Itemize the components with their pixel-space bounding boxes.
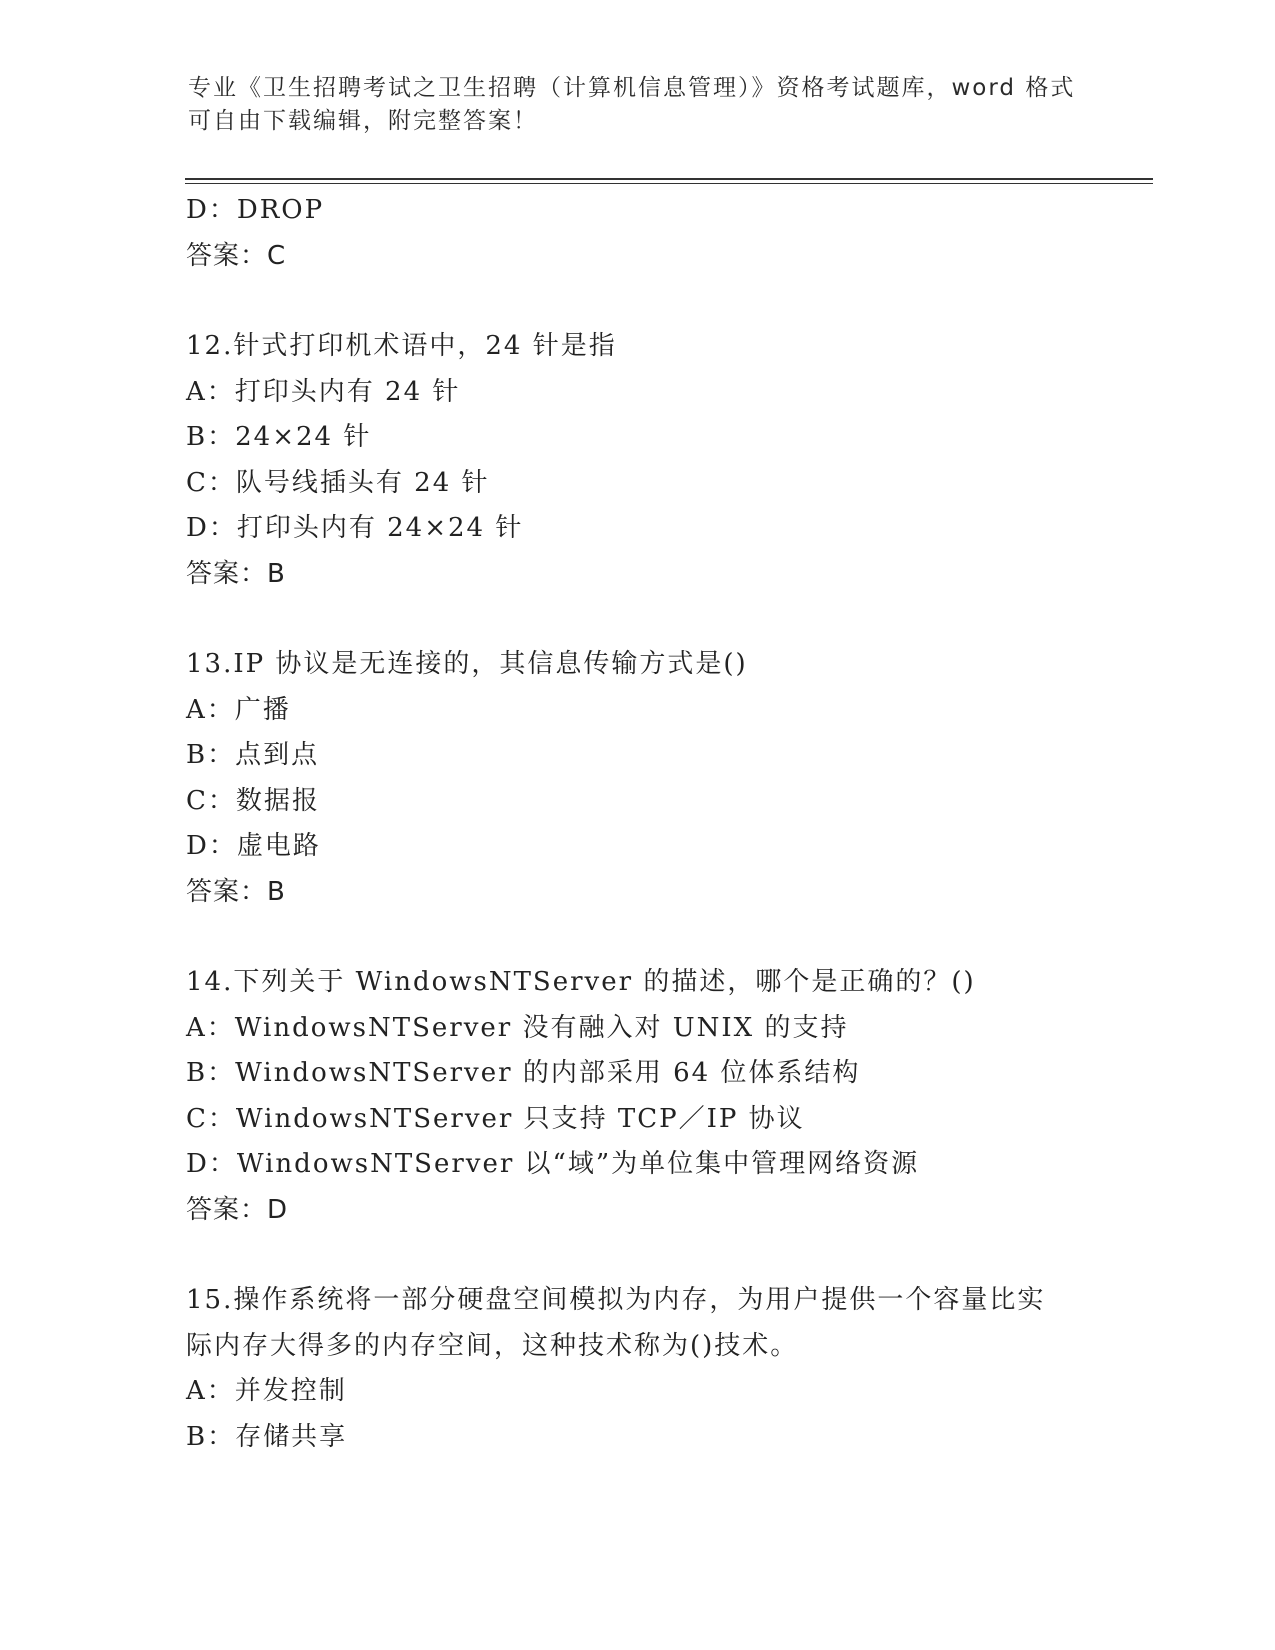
option-d: D：WindowsNTServer 以“域”为单位集中管理网络资源 [186,1149,920,1179]
option-b: B：存储共享 [186,1421,348,1452]
question-15 [186,1278,1086,1460]
question-stem: 13.IP 协议是无连接的，其信息传输方式是() [186,649,748,679]
option-c: C：队号线插头有 24 针 [186,467,490,498]
spacer [186,597,1086,642]
option-d: D：打印头内有 24×24 针 [186,513,524,543]
answer-line: 答案：B [186,558,286,589]
question-stem: 14.下列关于 WindowsNTServer 的描述，哪个是正确的？() [186,967,976,997]
option-b: B：24×24 针 [186,422,372,452]
header-divider-thin [185,183,1153,184]
header-line-2: 可自由下载编辑，附完整答案！ [188,108,538,134]
answer-line: 答案：D [186,1194,289,1225]
spacer [186,915,1086,960]
option-a: A：广播 [186,694,291,725]
question-stem-line-2: 际内存大得多的内存空间，这种技术称为()技术。 [186,1330,799,1361]
option-d: D：虚电路 [186,831,321,861]
question-stem-line-1: 15.操作系统将一部分硬盘空间模拟为内存，为用户提供一个容量比实 [186,1285,1046,1315]
question-stem: 12.针式打印机术语中，24 针是指 [186,331,617,361]
question-list [186,188,1086,1460]
spacer [186,1233,1086,1278]
option-c: C：数据报 [186,785,320,816]
option-a: A：打印头内有 24 针 [186,376,461,407]
question-13 [186,642,1086,915]
spacer [186,279,1086,324]
option-a: A：并发控制 [186,1376,347,1406]
option-d: D：DROP [186,195,325,225]
option-a: A：WindowsNTServer 没有融入对 UNIX 的支持 [186,1012,849,1043]
question-12 [186,324,1086,597]
option-c: C：WindowsNTServer 只支持 TCP／IP 协议 [186,1103,805,1134]
option-b: B：点到点 [186,740,320,770]
answer-line: 答案：C [186,240,287,271]
question-14 [186,960,1086,1233]
header-line-1: 专业《卫生招聘考试之卫生招聘（计算机信息管理）》资格考试题库，word 格式 [188,75,1076,101]
question-11-tail [186,188,1086,279]
document-header [188,72,1088,138]
header-divider-thick [185,178,1153,180]
answer-line: 答案：B [186,876,286,907]
option-b: B：WindowsNTServer 的内部采用 64 位体系结构 [186,1058,861,1088]
